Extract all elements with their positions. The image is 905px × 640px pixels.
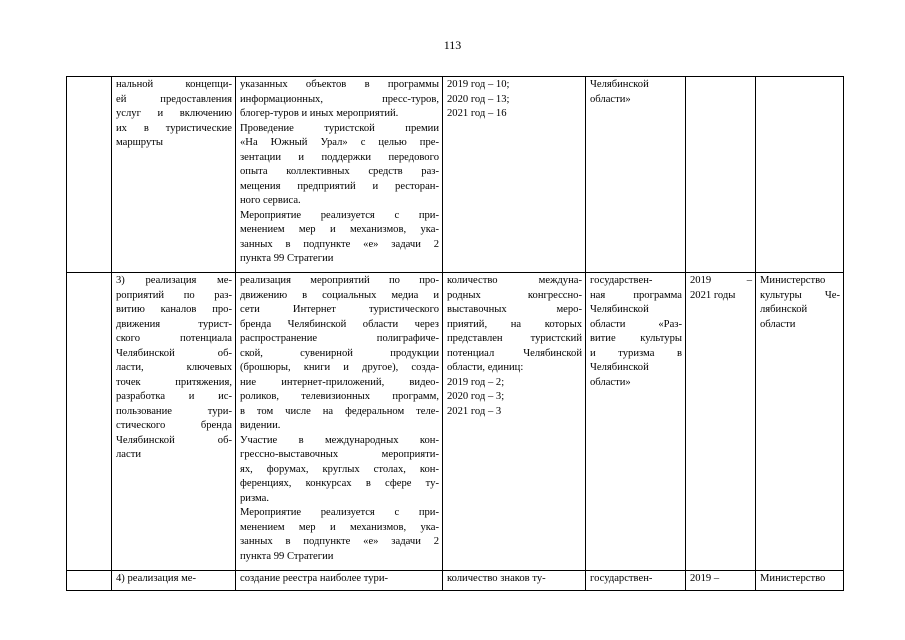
- cell-line: ласти: [116, 449, 141, 460]
- cell-line: ние интернет-приложений, видео-: [240, 376, 439, 388]
- cell-line: пункта 99 Стратегии: [240, 253, 334, 264]
- cell-line: приятий, на которых: [447, 318, 582, 330]
- cell-line: области»: [590, 376, 631, 388]
- cell-line: стического бренда: [116, 420, 232, 431]
- cell-line: Челябинской об-: [116, 347, 232, 359]
- program-cell: [586, 77, 686, 273]
- responsible-cell: [756, 77, 844, 273]
- cell-line: родных конгрессно-: [447, 289, 582, 301]
- responsible-cell: [756, 273, 844, 571]
- cell-line: ского потенциала: [116, 333, 232, 344]
- cell-line: 2021 год – 3: [447, 405, 502, 417]
- cell-line: витие культуры: [590, 333, 682, 344]
- cell-line: 2020 год – 3;: [447, 391, 505, 402]
- cell-line: (брошюры, книги и другое), созда-: [240, 362, 439, 373]
- task-cell: [112, 571, 236, 591]
- cell-line: сети Интернет туристического: [240, 304, 439, 315]
- cell-line: Министерство: [760, 275, 826, 286]
- cell-line: зентации и поддержки передового: [240, 151, 439, 163]
- cell-line: Челябинской: [590, 362, 649, 373]
- responsible-cell: [756, 571, 844, 591]
- cell-line: блогер-туров и иных мероприятий.: [240, 108, 399, 119]
- number-cell: [67, 77, 112, 273]
- cell-line: представлен туристский: [447, 333, 582, 344]
- cell-line: области: [760, 318, 796, 330]
- cell-line: движению в социальных медиа и: [240, 289, 439, 301]
- task-cell: [112, 273, 236, 571]
- cell-line: занных в подпункте «е» задачи 2: [240, 536, 439, 547]
- table-row: [67, 571, 844, 591]
- cell-line: Мероприятие реализуется с при-: [240, 209, 439, 221]
- cell-line: услуг и включению: [116, 108, 232, 119]
- cell-line: создание реестра наиболее тури-: [240, 573, 389, 584]
- cell-line: Министерство: [760, 573, 826, 584]
- indicator-cell: [443, 273, 586, 571]
- program-cell: [586, 571, 686, 591]
- table-row: [67, 77, 844, 273]
- cell-line: движения турист-: [116, 318, 232, 330]
- cell-line: области»: [590, 93, 631, 105]
- cell-line: грессно-выставочных мероприяти-: [240, 449, 439, 460]
- indicator-cell: [443, 77, 586, 273]
- cell-line: витию каналов про-: [116, 304, 232, 315]
- cell-line: 2019 –: [690, 275, 752, 286]
- cell-line: Мероприятие реализуется с при-: [240, 507, 439, 518]
- cell-line: выставочных меро-: [447, 304, 582, 315]
- program-cell: [586, 273, 686, 571]
- cell-line: ная программа: [590, 289, 682, 301]
- cell-line: пользование тури-: [116, 405, 232, 417]
- cell-line: Челябинской: [590, 79, 649, 90]
- number-cell: [67, 273, 112, 571]
- cell-line: менением мер и механизмов, ука-: [240, 224, 439, 235]
- cell-line: нальной концепци-: [116, 79, 232, 90]
- term-cell: [686, 273, 756, 571]
- cell-line: Проведение туристской премии: [240, 122, 439, 134]
- cell-line: роликов, телевизионных программ,: [240, 391, 439, 402]
- cell-line: бренда Челябинской области через: [240, 318, 439, 330]
- cell-line: 2019 год – 10;: [447, 79, 510, 90]
- cell-line: и туризма в: [590, 347, 682, 359]
- cell-line: культуры Че-: [760, 289, 840, 301]
- cell-line: ей предоставления: [116, 93, 232, 105]
- indicator-cell: [443, 571, 586, 591]
- event-cell: [236, 273, 443, 571]
- cell-line: в том числе на федеральном теле-: [240, 405, 439, 417]
- cell-line: 2020 год – 13;: [447, 93, 510, 105]
- cell-line: маршруты: [116, 137, 163, 148]
- cell-line: видении.: [240, 420, 281, 431]
- cell-line: количество знаков ту-: [447, 573, 546, 584]
- cell-line: государствен-: [590, 573, 653, 584]
- cell-line: 2021 годы: [690, 289, 736, 301]
- cell-line: 3) реализация ме-: [116, 275, 232, 286]
- cell-line: области «Раз-: [590, 318, 682, 330]
- cell-line: занных в подпункте «е» задачи 2: [240, 238, 439, 250]
- cell-line: разработка и ис-: [116, 391, 232, 402]
- cell-line: информационных, пресс-туров,: [240, 93, 439, 105]
- cell-line: реализация мероприятий по про-: [240, 275, 439, 286]
- strategy-table: [66, 76, 844, 591]
- table-row: [67, 273, 844, 571]
- cell-line: менением мер и механизмов, ука-: [240, 521, 439, 533]
- cell-line: количество междуна-: [447, 275, 582, 286]
- cell-line: потенциал Челябинской: [447, 347, 582, 359]
- cell-line: государствен-: [590, 275, 653, 286]
- event-cell: [236, 77, 443, 273]
- cell-line: Челябинской об-: [116, 434, 232, 446]
- cell-line: 2021 год – 16: [447, 108, 507, 119]
- cell-line: ях, форумах, круглых столах, кон-: [240, 463, 439, 475]
- event-cell: [236, 571, 443, 591]
- cell-line: Участие в международных кон-: [240, 434, 439, 446]
- cell-line: 4) реализация ме-: [116, 573, 197, 584]
- cell-line: опыта коллективных средств раз-: [240, 166, 439, 177]
- cell-line: ласти, ключевых: [116, 362, 232, 373]
- cell-line: области, единиц:: [447, 362, 524, 373]
- task-cell: [112, 77, 236, 273]
- number-cell: [67, 571, 112, 591]
- cell-line: Челябинской: [590, 304, 649, 315]
- cell-line: пункта 99 Стратегии: [240, 550, 334, 562]
- term-cell: [686, 571, 756, 591]
- cell-line: мещения предприятий и ресторан-: [240, 180, 439, 192]
- cell-line: точек притяжения,: [116, 376, 232, 388]
- cell-line: их в туристические: [116, 122, 232, 134]
- term-cell: [686, 77, 756, 273]
- cell-line: ного сервиса.: [240, 195, 301, 206]
- cell-line: 2019 год – 2;: [447, 376, 505, 388]
- cell-line: ризма.: [240, 492, 269, 504]
- cell-line: «На Южный Урал» с целью пре-: [240, 137, 439, 148]
- cell-line: ской, сувенирной продукции: [240, 347, 439, 359]
- cell-line: указанных объектов в программы: [240, 79, 439, 90]
- cell-line: лябинской: [760, 304, 808, 315]
- page-number: 113: [443, 38, 462, 52]
- cell-line: распространение полиграфиче-: [240, 333, 439, 344]
- cell-line: роприятий по раз-: [116, 289, 232, 301]
- cell-line: 2019 –: [690, 573, 720, 584]
- cell-line: ференциях, конкурсах в сфере ту-: [240, 478, 439, 489]
